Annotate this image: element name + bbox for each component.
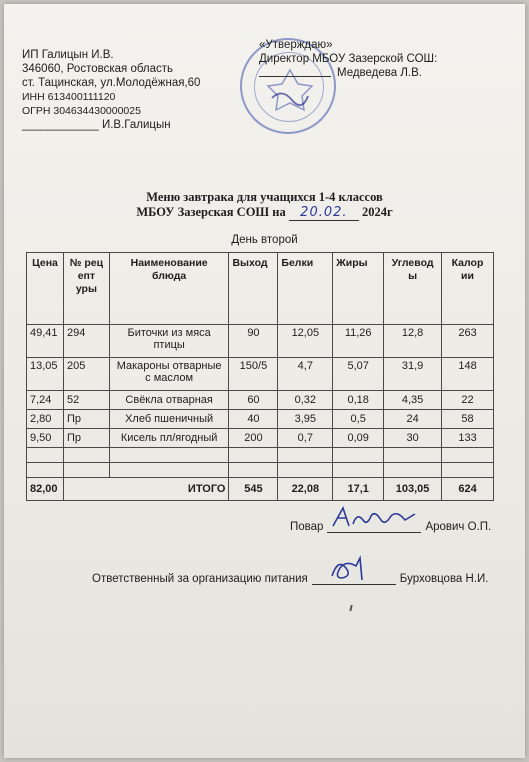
cell-carbs: 4,35: [384, 391, 442, 410]
cook-signature-line: [327, 518, 421, 533]
cell-proteins: 4,7: [278, 358, 333, 391]
menu-year: 2024г: [361, 205, 393, 219]
cell-empty: [442, 448, 494, 463]
cell-dish-name: Хлеб пшеничный: [109, 410, 229, 429]
cell-price: 9,50: [27, 429, 64, 448]
cook-signature-row: [290, 518, 491, 533]
cell-fats: 5,07: [333, 358, 384, 391]
supplier-signature: [22, 118, 242, 132]
supplier-inn: ИНН 613400111120: [22, 91, 116, 103]
document-page: [4, 4, 525, 758]
table-row: [27, 429, 494, 448]
table-row: [27, 358, 494, 391]
cook-label: Повар: [290, 521, 324, 533]
approval-block: [259, 38, 499, 80]
menu-date-handwritten: 20.02.: [289, 205, 359, 221]
cell-dish-name: Кисель пл/ягодный: [109, 429, 229, 448]
cell-proteins: 3,95: [278, 410, 333, 429]
cell-empty: [278, 448, 333, 463]
cell-empty: [63, 463, 109, 478]
supplier-signature-line: ____________: [22, 119, 99, 131]
cell-calories: 263: [442, 325, 494, 358]
menu-title-line-1: Меню завтрака для учащихся 1-4 классов: [146, 190, 383, 204]
table-row: [27, 410, 494, 429]
approval-position: Директор МБОУ Зазерской СОШ:: [259, 53, 438, 65]
cell-calories: 58: [442, 410, 494, 429]
supplier-name: ИП Галицын И.В.: [22, 49, 114, 61]
total-proteins: 22,08: [278, 478, 333, 501]
cell-calories: 22: [442, 391, 494, 410]
menu-title: [4, 190, 525, 221]
cell-output: 90: [229, 325, 278, 358]
table-row: [27, 325, 494, 358]
approval-title: «Утверждаю»: [259, 39, 333, 51]
approval-name: Медведева Л.В.: [337, 67, 422, 79]
supplier-ogrn: ОГРН 304634430000025: [22, 105, 141, 117]
total-output: 545: [229, 478, 278, 501]
cell-output: 150/5: [229, 358, 278, 391]
cell-price: 7,24: [27, 391, 64, 410]
table-row-empty: [27, 448, 494, 463]
cell-empty: [229, 463, 278, 478]
cell-empty: [333, 463, 384, 478]
table-header-row: [27, 253, 494, 325]
cell-recipe: Пр: [63, 429, 109, 448]
approval-signature-line: [259, 66, 331, 77]
cell-calories: 133: [442, 429, 494, 448]
cell-output: 200: [229, 429, 278, 448]
total-calories: 624: [442, 478, 494, 501]
cell-proteins: 12,05: [278, 325, 333, 358]
col-header-name: Наименование блюда: [109, 253, 229, 325]
responsible-signature-line: [312, 570, 396, 585]
cell-output: 60: [229, 391, 278, 410]
cell-price: 49,41: [27, 325, 64, 358]
cell-recipe: 294: [63, 325, 109, 358]
cell-carbs: 12,8: [384, 325, 442, 358]
cell-recipe: 52: [63, 391, 109, 410]
total-carbs: 103,05: [384, 478, 442, 501]
menu-title-line-2: [4, 205, 525, 221]
approval-signature-row: [259, 66, 499, 80]
cell-recipe: 205: [63, 358, 109, 391]
col-header-output: Выход: [229, 253, 278, 325]
supplier-signature-name: И.В.Галицын: [101, 119, 171, 131]
supplier-address-1: 346060, Ростовская область: [22, 63, 174, 75]
pen-mark: [349, 605, 352, 611]
cook-name: Арович О.П.: [425, 521, 492, 533]
cell-proteins: 0,7: [278, 429, 333, 448]
cell-carbs: 31,9: [384, 358, 442, 391]
cell-empty: [109, 463, 229, 478]
col-header-recipe: № рец епт уры: [63, 253, 109, 325]
cell-empty: [278, 463, 333, 478]
total-fats: 17,1: [333, 478, 384, 501]
table-row: [27, 391, 494, 410]
cell-recipe: Пр: [63, 410, 109, 429]
cell-fats: 11,26: [333, 325, 384, 358]
cell-empty: [384, 448, 442, 463]
cell-empty: [229, 448, 278, 463]
cell-dish-name: Свёкла отварная: [109, 391, 229, 410]
cell-empty: [27, 463, 64, 478]
cell-price: 2,80: [27, 410, 64, 429]
responsible-signature-row: [92, 570, 488, 585]
col-header-fats: Жиры: [333, 253, 384, 325]
col-header-price: Цена: [27, 253, 64, 325]
cell-empty: [333, 448, 384, 463]
col-header-carbs: Углевод ы: [384, 253, 442, 325]
cell-dish-name: Биточки из мяса птицы: [109, 325, 229, 358]
supplier-block: [22, 48, 242, 132]
cell-empty: [63, 448, 109, 463]
supplier-address-2: ст. Тацинская, ул.Молодёжная,60: [22, 77, 201, 89]
col-header-proteins: Белки: [278, 253, 333, 325]
cook-signature-scribble: [327, 502, 421, 532]
cell-dish-name: Макароны отварные с маслом: [109, 358, 229, 391]
cell-price: 13,05: [27, 358, 64, 391]
responsible-label: Ответственный за организацию питания: [92, 573, 308, 585]
table-row-empty: [27, 463, 494, 478]
total-price: 82,00: [27, 478, 64, 501]
cell-proteins: 0,32: [278, 391, 333, 410]
cell-output: 40: [229, 410, 278, 429]
responsible-name: Бурховцова Н.И.: [399, 573, 489, 585]
cell-calories: 148: [442, 358, 494, 391]
cell-carbs: 24: [384, 410, 442, 429]
total-label: ИТОГО: [63, 478, 229, 501]
cell-fats: 0,5: [333, 410, 384, 429]
cell-carbs: 30: [384, 429, 442, 448]
menu-table: [26, 252, 494, 501]
cell-empty: [442, 463, 494, 478]
table-total-row: [27, 478, 494, 501]
cell-empty: [384, 463, 442, 478]
cell-fats: 0,18: [333, 391, 384, 410]
menu-title-school: МБОУ Зазерская СОШ на: [136, 205, 286, 219]
cell-empty: [27, 448, 64, 463]
cell-fats: 0,09: [333, 429, 384, 448]
col-header-calories: Калор ии: [442, 253, 494, 325]
cell-empty: [109, 448, 229, 463]
responsible-signature-scribble: [312, 554, 396, 584]
day-label: День второй: [231, 234, 298, 246]
